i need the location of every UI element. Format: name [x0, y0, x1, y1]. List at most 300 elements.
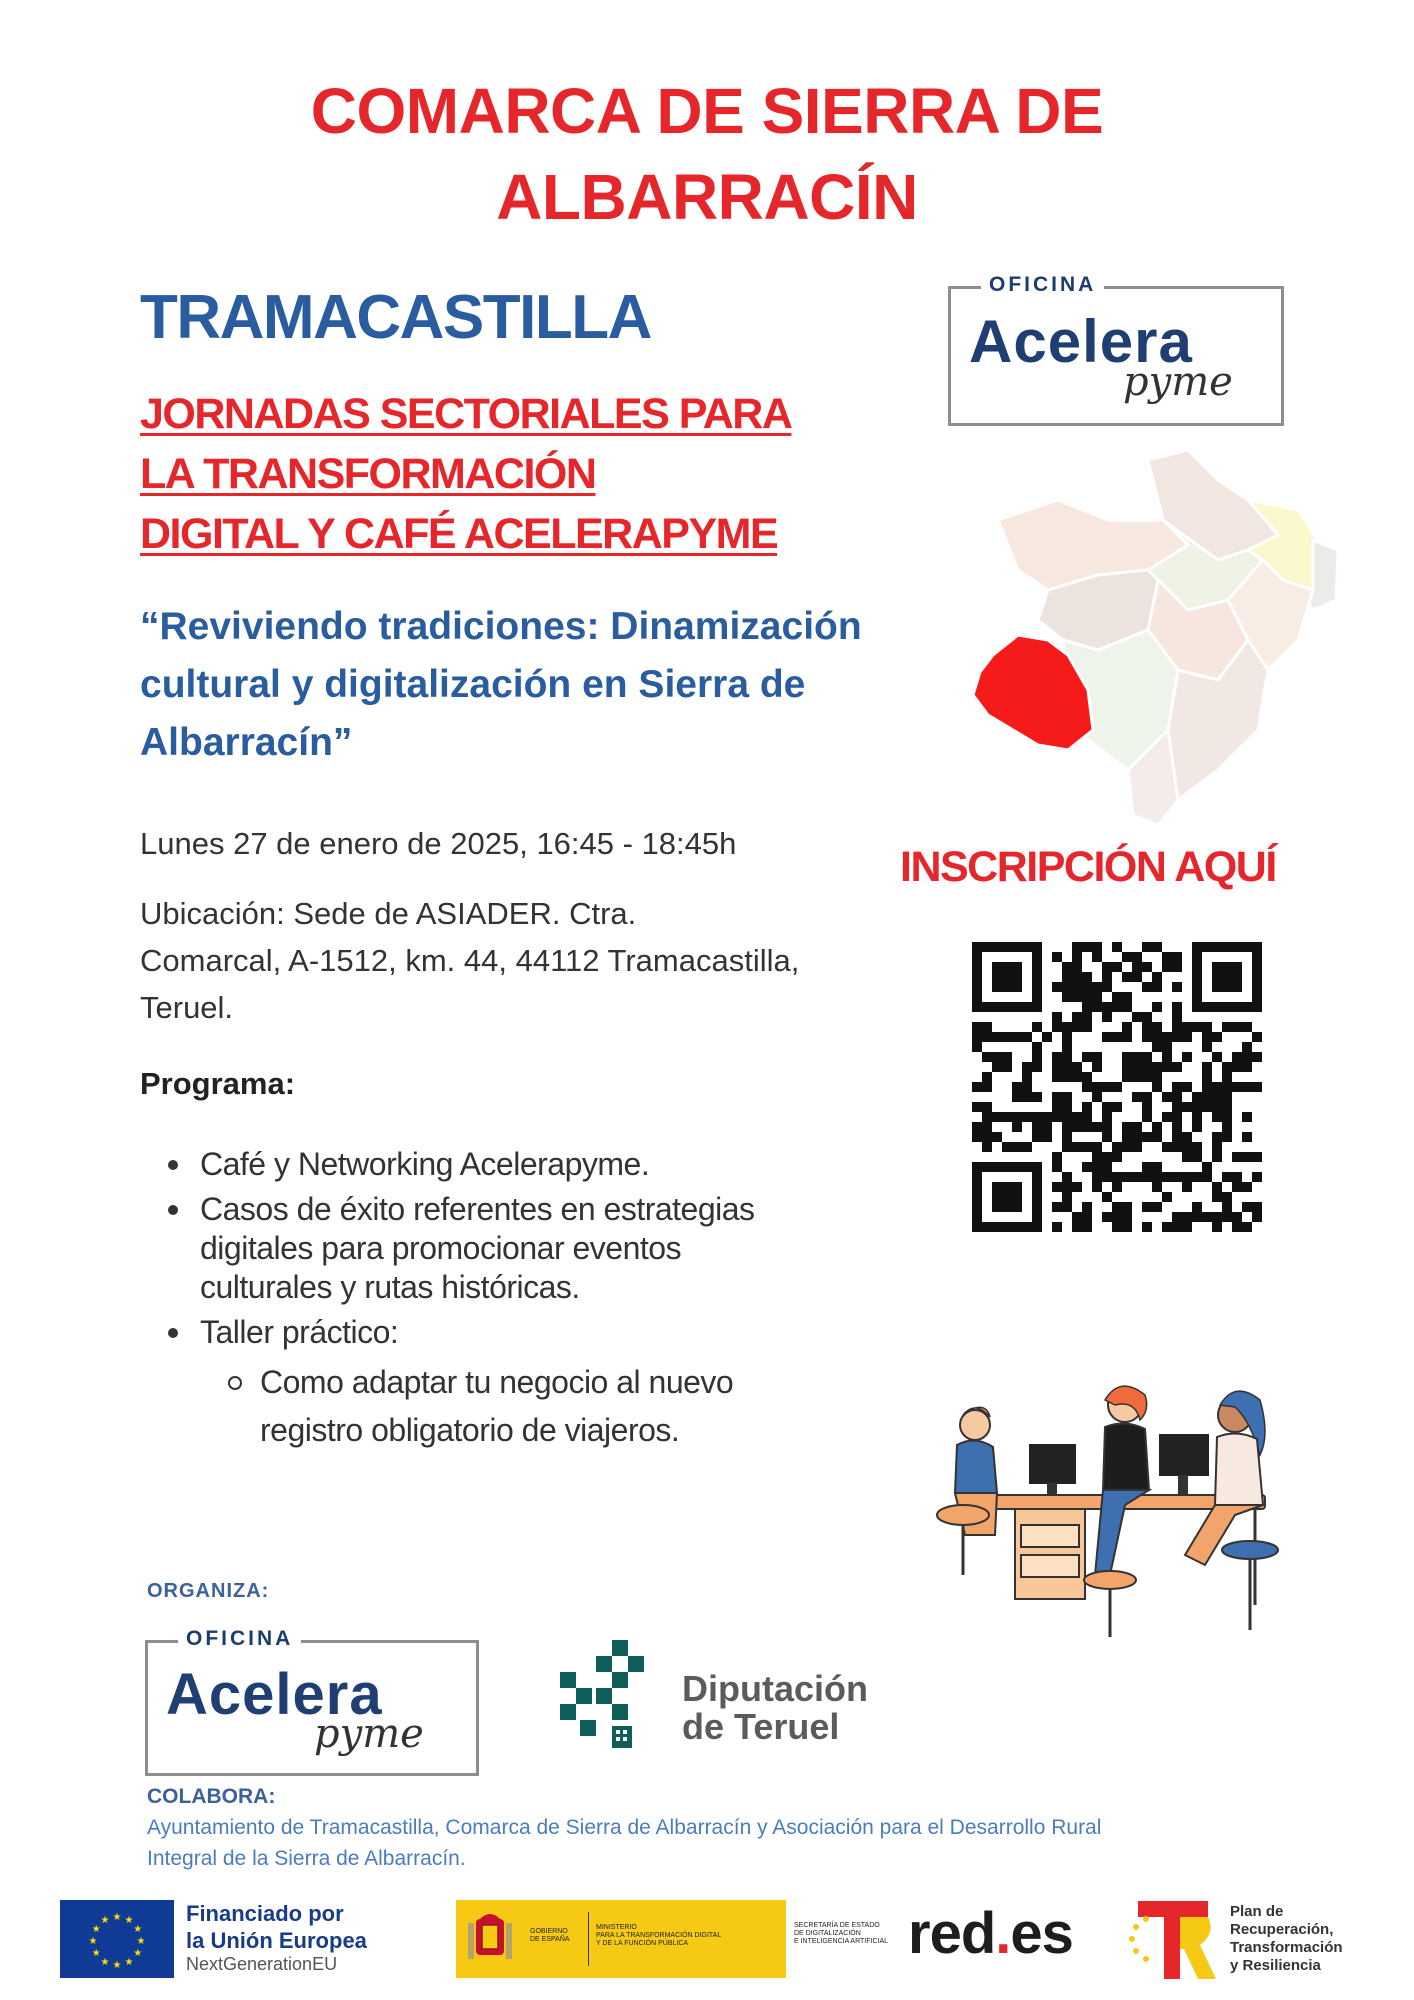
qr-module: [1192, 1172, 1202, 1182]
logo-oficina-text: OFICINA: [178, 1627, 301, 1651]
organiza-label: ORGANIZA:: [147, 1580, 270, 1602]
eu-star-icon: ★: [133, 1924, 143, 1935]
registration-qr-code[interactable]: [972, 942, 1262, 1232]
person-body: [955, 1440, 997, 1493]
qr-module: [1072, 952, 1082, 962]
qr-module: [1022, 1082, 1032, 1092]
qr-module: [1212, 1192, 1222, 1202]
event-heading: [140, 384, 900, 564]
program-item-taller: [140, 1313, 900, 1352]
plan-line-3: Transformación: [1230, 1939, 1343, 1956]
qr-module: [1052, 1112, 1062, 1122]
qr-module: [1182, 1082, 1192, 1092]
qr-module: [1242, 1182, 1252, 1192]
qr-module: [1112, 1212, 1122, 1222]
qr-module: [1062, 1042, 1072, 1052]
qr-module: [1082, 1002, 1092, 1012]
qr-module: [1062, 992, 1072, 1002]
qr-module: [1202, 1022, 1212, 1032]
qr-module: [982, 1082, 992, 1092]
qr-module: [1242, 1062, 1252, 1072]
qr-module: [1212, 1052, 1222, 1062]
qr-module: [1162, 1172, 1172, 1182]
qr-module: [1142, 1052, 1152, 1062]
eu-flag-icon: [60, 1900, 174, 1978]
qr-module: [1082, 992, 1092, 1002]
monitor: [1030, 1445, 1075, 1483]
qr-module: [1172, 982, 1182, 992]
qr-module: [1072, 1072, 1082, 1082]
qr-module: [1152, 1002, 1162, 1012]
qr-module: [1192, 1102, 1202, 1112]
qr-module: [1052, 1182, 1062, 1192]
qr-module: [1152, 1042, 1162, 1052]
qr-module: [1072, 1222, 1082, 1232]
eu-funding-text: [186, 1900, 367, 1954]
qr-module: [1062, 1022, 1072, 1032]
colabora-text-line-1: Ayuntamiento de Tramacastilla, Comarca de Sierra de Albarracín y Asociación para el Desarrollo Rural: [147, 1816, 1102, 1839]
qr-module: [1162, 1042, 1172, 1052]
qr-module: [1082, 942, 1092, 952]
qr-module: [1012, 1122, 1022, 1132]
qr-module: [1112, 1102, 1122, 1112]
qr-module: [1032, 1092, 1042, 1102]
plan-recuperacion-logo: [1120, 1895, 1390, 1985]
qr-module: [982, 1022, 992, 1032]
qr-module: [1082, 1012, 1092, 1022]
qr-module: [982, 1112, 992, 1122]
red-es-logo: [908, 1900, 1073, 1967]
qr-module: [1122, 1052, 1132, 1062]
program-label: Programa:: [140, 1066, 296, 1101]
qr-module: [1112, 962, 1122, 972]
qr-module: [1112, 1032, 1122, 1042]
qr-module: [1062, 1052, 1072, 1062]
qr-module: [1242, 1042, 1252, 1052]
qr-module: [1142, 1222, 1152, 1232]
qr-module: [1112, 1152, 1122, 1162]
qr-module: [1032, 1042, 1042, 1052]
qr-module: [1172, 952, 1182, 962]
qr-module: [1212, 1132, 1222, 1142]
qr-module: [1172, 1092, 1182, 1102]
qr-module: [1072, 1112, 1082, 1122]
qr-module: [1052, 952, 1062, 962]
qr-module: [1052, 1092, 1062, 1102]
qr-module: [1102, 1012, 1112, 1022]
program-item-text: Café y Networking Acelerapyme.: [200, 1146, 650, 1182]
qr-module: [1002, 1142, 1012, 1152]
qr-module: [1152, 1062, 1162, 1072]
event-heading-line-2: LA TRANSFORMACIÓN: [140, 450, 596, 498]
plan-line-2: Recuperación,: [1230, 1921, 1334, 1938]
plan-line-4: y Resiliencia: [1230, 1957, 1321, 1974]
event-location-line-1: Ubicación: Sede de ASIADER. Ctra.: [140, 896, 637, 931]
qr-module: [1142, 1072, 1152, 1082]
qr-module: [1152, 1132, 1162, 1142]
qr-module: [1212, 1082, 1222, 1092]
ministerio-text: MINISTERIO PARA LA TRANSFORMACIÓN DIGITAL Y DE LA FUNCIÓN PÚBLICA: [596, 1924, 722, 1947]
qr-module: [1052, 1022, 1062, 1032]
qr-module: [972, 1122, 982, 1132]
qr-module: [1092, 1152, 1102, 1162]
qr-module: [1142, 1172, 1152, 1182]
event-subtitle: [140, 598, 940, 772]
qr-module: [1082, 1162, 1092, 1172]
qr-module: [1102, 1082, 1112, 1092]
qr-module: [1092, 1052, 1102, 1062]
qr-module: [1082, 1072, 1092, 1082]
qr-module: [1072, 942, 1082, 952]
qr-module: [1052, 982, 1062, 992]
qr-module: [1162, 1142, 1172, 1152]
qr-module: [1032, 1052, 1042, 1062]
qr-module: [1132, 1062, 1142, 1072]
qr-module: [1052, 1162, 1062, 1172]
qr-module: [1152, 1122, 1162, 1132]
qr-module: [1012, 1092, 1022, 1102]
qr-module: [1122, 1142, 1132, 1152]
qr-module: [1092, 982, 1102, 992]
qr-module: [1122, 1002, 1132, 1012]
qr-module: [1242, 1082, 1252, 1092]
qr-module: [1052, 1072, 1062, 1082]
qr-module: [1172, 1022, 1182, 1032]
qr-module: [1092, 1002, 1102, 1012]
qr-module: [1102, 972, 1112, 982]
desk-drawer: [1021, 1525, 1079, 1547]
qr-module: [1072, 1182, 1082, 1192]
qr-module: [972, 1042, 982, 1052]
qr-module: [1152, 972, 1162, 982]
qr-module: [1192, 1142, 1202, 1152]
qr-module: [1112, 1082, 1122, 1092]
qr-module: [1102, 1162, 1112, 1172]
qr-module: [1112, 942, 1122, 952]
qr-module: [1182, 1032, 1192, 1042]
qr-module: [1162, 1192, 1172, 1202]
next-generation-text: NextGenerationEU: [186, 1954, 338, 1974]
qr-module: [1102, 1102, 1112, 1112]
plan-line-1: Plan de: [1230, 1903, 1284, 1920]
qr-module: [1052, 1052, 1062, 1062]
qr-module: [1152, 1202, 1162, 1212]
qr-module: [1132, 1092, 1142, 1102]
qr-module: [1232, 1212, 1242, 1222]
qr-module: [1202, 1172, 1212, 1182]
qr-module: [1182, 1172, 1192, 1182]
qr-module: [1222, 1022, 1232, 1032]
qr-module: [1112, 1222, 1122, 1232]
eu-star-icon: ★: [112, 1960, 122, 1971]
qr-module: [1172, 1172, 1182, 1182]
teruel-map-icon: [918, 440, 1338, 840]
logo-oficina-text: OFICINA: [981, 273, 1104, 297]
qr-module: [1182, 1052, 1192, 1062]
qr-module: [1222, 1112, 1232, 1122]
event-subtitle-line-3: Albarracín”: [140, 721, 353, 764]
qr-module: [1082, 1142, 1092, 1152]
program-subitem-line: registro obligatorio de viajeros.: [260, 1412, 680, 1448]
qr-module: [1092, 1062, 1102, 1072]
qr-module: [1102, 1152, 1112, 1162]
qr-module: [1252, 1172, 1262, 1182]
qr-module: [1042, 1032, 1052, 1042]
qr-module: [1182, 1132, 1192, 1142]
qr-module: [1172, 1102, 1182, 1112]
qr-module: [1072, 962, 1082, 972]
qr-module: [1022, 1072, 1032, 1082]
qr-module: [1222, 1062, 1232, 1072]
qr-module: [992, 1032, 1002, 1042]
qr-module: [1132, 1052, 1142, 1062]
qr-module: [1192, 1202, 1202, 1212]
qr-module: [1122, 1062, 1132, 1072]
qr-module: [1172, 1122, 1182, 1132]
qr-module: [1112, 1182, 1122, 1192]
qr-module: [1072, 982, 1082, 992]
spain-coat-of-arms-icon: [466, 1909, 514, 1969]
event-location: [140, 890, 900, 1031]
qr-module: [1142, 1132, 1152, 1142]
page-title: [0, 68, 1414, 240]
qr-module: [1022, 1092, 1032, 1102]
qr-module: [1092, 1142, 1102, 1152]
event-date: Lunes 27 de enero de 2025, 16:45 - 18:45h: [140, 826, 737, 861]
qr-module: [1142, 962, 1152, 972]
qr-module: [1132, 1012, 1142, 1022]
gobierno-espana-logo: [456, 1900, 889, 1980]
qr-module: [1222, 1202, 1232, 1212]
qr-module: [1072, 972, 1082, 982]
qr-module: [1122, 1222, 1132, 1232]
qr-module: [1072, 1142, 1082, 1152]
qr-module: [1092, 952, 1102, 962]
qr-module: [1102, 1112, 1112, 1122]
qr-module: [1132, 1172, 1142, 1182]
event-heading-line-3: DIGITAL Y CAFÉ ACELERAPYME: [140, 510, 778, 558]
qr-module: [1092, 942, 1102, 952]
qr-module: [1172, 1212, 1182, 1222]
diputacion-name-line-1: Diputación: [682, 1668, 868, 1709]
red-es-dot: .: [995, 1901, 1011, 1966]
qr-module: [972, 1132, 982, 1142]
gobierno-text: GOBIERNO DE ESPAÑA: [530, 1928, 570, 1943]
event-location-line-3: Teruel.: [140, 990, 234, 1025]
qr-module: [1132, 962, 1142, 972]
qr-module: [1192, 1112, 1202, 1122]
eu-star-icon: ★: [112, 1912, 122, 1923]
colabora-text-line-2: Integral de la Sierra de Albarracín.: [147, 1847, 466, 1870]
chair: [937, 1505, 989, 1525]
qr-module: [1002, 1062, 1012, 1072]
eu-star-icon: ★: [124, 1915, 134, 1927]
qr-module: [1172, 1132, 1182, 1142]
qr-module: [1112, 1172, 1122, 1182]
qr-module: [1032, 1122, 1042, 1132]
qr-module: [1132, 1142, 1142, 1152]
qr-module: [1092, 1082, 1102, 1092]
qr-module: [1112, 992, 1122, 1002]
acelera-pyme-logo-organiza: [145, 1627, 479, 1776]
diputacion-name: [682, 1670, 868, 1746]
qr-module: [1102, 1212, 1112, 1222]
qr-module: [1142, 1092, 1152, 1102]
qr-module: [1052, 1102, 1062, 1112]
qr-module: [1182, 1212, 1192, 1222]
qr-module: [992, 1132, 1002, 1142]
qr-module: [1172, 1002, 1182, 1012]
qr-module: [1032, 1132, 1042, 1142]
circle-bullet-icon: [228, 1376, 242, 1390]
qr-module: [1162, 1032, 1172, 1042]
eu-star-icon: ★: [91, 1948, 101, 1959]
qr-module: [1142, 1162, 1152, 1172]
qr-module: [972, 1082, 982, 1092]
eu-funding-logo: [60, 1900, 380, 1980]
qr-module: [1142, 942, 1152, 952]
qr-module: [1102, 982, 1112, 992]
qr-module: [1062, 1142, 1072, 1152]
qr-module: [1162, 952, 1172, 962]
qr-module: [1062, 1192, 1072, 1202]
qr-module: [1092, 1122, 1102, 1132]
qr-module: [1202, 1212, 1212, 1222]
person-body: [1215, 1433, 1263, 1505]
qr-module: [1232, 1182, 1242, 1192]
qr-module: [1122, 1212, 1132, 1222]
qr-module: [1072, 1122, 1082, 1132]
qr-module: [1072, 1062, 1082, 1072]
eu-star-icon: ★: [100, 1915, 110, 1927]
qr-module: [1172, 1222, 1182, 1232]
qr-module: [1142, 1062, 1152, 1072]
eu-funding-line-2: la Unión Europea: [186, 1928, 367, 1953]
qr-module: [1082, 1202, 1092, 1212]
qr-module: [1032, 1022, 1042, 1032]
qr-module: [1172, 1032, 1182, 1042]
secretaria-text: SECRETARÍA DE ESTADO DE DIGITALIZACIÓN E INTELIGENCIA ARTIFICIAL: [794, 1922, 889, 1945]
qr-module: [1122, 1172, 1132, 1182]
qr-module: [1102, 962, 1112, 972]
logo-pyme-text: pyme: [314, 1711, 424, 1757]
qr-module: [1102, 1122, 1112, 1132]
event-subtitle-line-2: cultural y digitalización en Sierra de: [140, 663, 806, 706]
colabora-text: [147, 1812, 1287, 1874]
qr-module: [1242, 1202, 1252, 1212]
qr-module: [1212, 1182, 1222, 1192]
qr-module: [1152, 1162, 1162, 1172]
qr-module: [1152, 982, 1162, 992]
qr-module: [1032, 1112, 1042, 1122]
qr-module: [1132, 1132, 1142, 1142]
qr-module: [1212, 1092, 1222, 1102]
qr-module: [1172, 1062, 1182, 1072]
qr-module: [1102, 1192, 1112, 1202]
qr-module: [1232, 1222, 1242, 1232]
qr-module: [1092, 1092, 1102, 1102]
qr-module: [1252, 1212, 1262, 1222]
qr-module: [992, 1062, 1002, 1072]
qr-module: [1192, 1122, 1202, 1132]
qr-module: [1212, 1222, 1222, 1232]
program-item-networking: [140, 1145, 900, 1184]
qr-module: [1062, 1182, 1072, 1192]
qr-module: [1082, 1102, 1092, 1112]
eu-star-icon: ★: [133, 1948, 143, 1959]
qr-module: [1062, 1072, 1072, 1082]
qr-module: [1202, 1092, 1212, 1102]
qr-module: [1132, 972, 1142, 982]
qr-module: [982, 1132, 992, 1142]
qr-module: [1162, 962, 1172, 972]
qr-module: [1102, 1172, 1112, 1182]
qr-module: [1162, 1062, 1172, 1072]
qr-module: [1022, 1062, 1032, 1072]
eu-funding-line-1: Financiado por: [186, 1901, 344, 1926]
qr-module: [1082, 1052, 1092, 1062]
qr-module: [1122, 1022, 1132, 1032]
qr-module: [1182, 1142, 1192, 1152]
qr-module: [1082, 1022, 1092, 1032]
logo-acelera-text: Acelera: [969, 308, 1193, 375]
qr-module: [1082, 1112, 1092, 1122]
eu-star-icon: ★: [91, 1924, 101, 1935]
qr-module: [982, 1032, 992, 1042]
qr-module: [1202, 1042, 1212, 1052]
eu-star-icon: ★: [100, 1956, 110, 1968]
qr-module: [982, 1052, 992, 1062]
program-list: [140, 1145, 900, 1454]
qr-module: [1142, 1012, 1152, 1022]
people-working-illustration: [935, 1375, 1315, 1645]
qr-module: [1232, 1052, 1242, 1062]
qr-module: [1042, 1132, 1052, 1142]
program-item-casos: [140, 1190, 900, 1307]
event-subtitle-line-1: “Reviviendo tradiciones: Dinamización: [140, 605, 862, 648]
qr-module: [982, 1142, 992, 1152]
qr-module: [1212, 1212, 1222, 1222]
program-item-line: digitales para promocionar eventos: [200, 1230, 682, 1266]
qr-module: [1202, 1072, 1212, 1082]
qr-module: [1172, 962, 1182, 972]
event-location-line-2: Comarcal, A-1512, km. 44, 44112 Tramacastilla,: [140, 943, 800, 978]
diputacion-name-line-2: de Teruel: [682, 1706, 840, 1747]
qr-module: [1092, 1172, 1102, 1182]
qr-module: [1102, 1032, 1112, 1042]
qr-module: [1182, 1222, 1192, 1232]
qr-module: [1202, 1082, 1212, 1092]
qr-module: [1212, 1112, 1222, 1122]
qr-module: [1032, 1062, 1042, 1072]
qr-module: [1152, 1072, 1162, 1082]
qr-module: [1182, 1102, 1192, 1112]
qr-module: [1162, 1112, 1172, 1122]
qr-module: [1192, 1212, 1202, 1222]
qr-module: [1222, 1092, 1232, 1102]
qr-module: [1072, 1212, 1082, 1222]
qr-module: [1062, 1032, 1072, 1042]
qr-module: [1002, 1112, 1012, 1122]
qr-module: [1062, 982, 1072, 992]
qr-module: [1232, 1082, 1242, 1092]
qr-module: [1132, 1122, 1142, 1132]
qr-module: [1092, 1182, 1102, 1192]
qr-module: [1182, 1022, 1192, 1032]
qr-module: [1102, 1002, 1112, 1012]
qr-module: [1042, 1112, 1052, 1122]
qr-module: [1072, 992, 1082, 1002]
